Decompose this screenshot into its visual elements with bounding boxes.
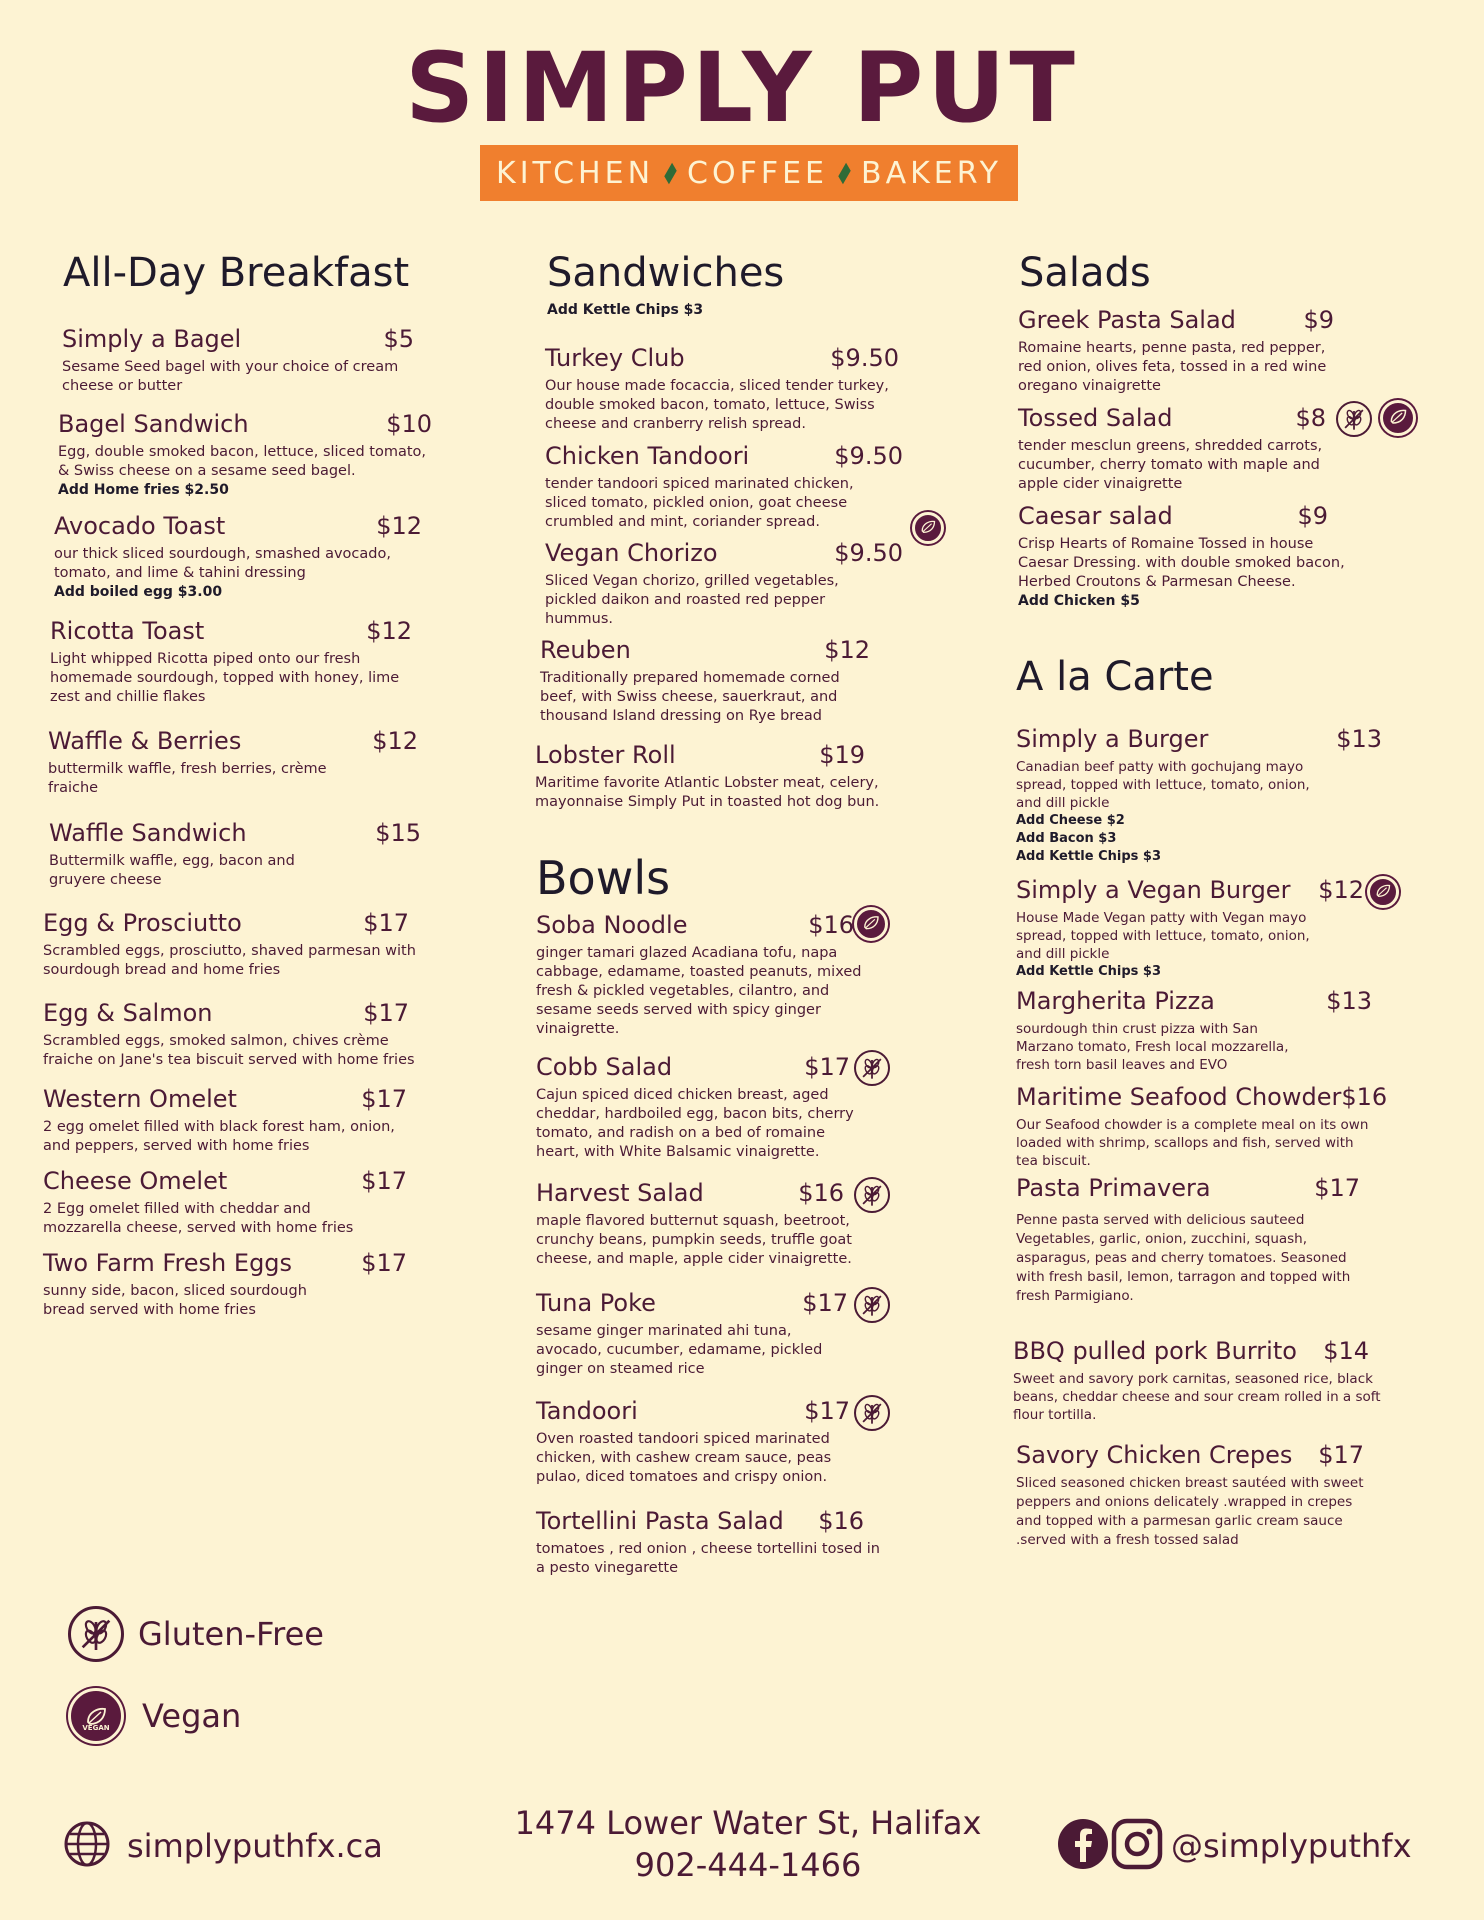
item-name: Tossed Salad <box>1018 404 1173 432</box>
item-description: Scrambled eggs, smoked salmon, chives crème fraiche on Jane's tea biscuit served with home fries <box>43 1032 415 1068</box>
item-description: Maritime favorite Atlantic Lobster meat, celery, mayonnaise Simply Put in toasted hot dog bun. <box>535 774 880 810</box>
gluten-free-badge <box>854 1050 890 1086</box>
item-price: $12 <box>1318 876 1364 904</box>
menu-item <box>49 820 421 890</box>
item-price: $12 <box>376 512 422 540</box>
item-price: $8 <box>1295 404 1326 432</box>
menu-item <box>1016 1175 1360 1306</box>
item-price: $16 <box>808 911 854 939</box>
item-price: $17 <box>361 1085 407 1113</box>
item-description: Romaine hearts, penne pasta, red pepper, red onion, olives feta, tossed in a red wine oregano vinaigrette <box>1018 339 1327 394</box>
legend-label: Gluten-Free <box>138 1615 324 1653</box>
menu-item <box>48 728 418 798</box>
item-description: Egg, double smoked bacon, lettuce, sliced tomato, & Swiss cheese on a sesame seed bagel. <box>58 443 426 479</box>
gluten-free-badge <box>1336 401 1372 437</box>
gluten-free-badge <box>854 1177 890 1213</box>
item-description: sunny side, bacon, sliced sourdough bread served with home fries <box>43 1282 307 1318</box>
item-name: Greek Pasta Salad <box>1018 306 1236 334</box>
item-price: $9.50 <box>830 344 899 372</box>
footer-website[interactable] <box>63 1820 383 1872</box>
item-description: our thick sliced sourdough, smashed avocado, tomato, and lime & tahini dressing <box>54 545 391 581</box>
menu-item <box>1016 988 1372 1074</box>
vegan-badge <box>1367 876 1399 908</box>
item-price: $9 <box>1297 502 1328 530</box>
item-price: $17 <box>804 1397 850 1425</box>
item-name: Savory Chicken Crepes <box>1016 1441 1293 1469</box>
item-price: $16 <box>818 1507 864 1535</box>
item-name: Cheese Omelet <box>43 1167 228 1195</box>
section-title-salads: Salads <box>1019 250 1151 296</box>
section-title-sandwiches: Sandwiches <box>547 250 785 296</box>
item-description: tender mesclun greens, shredded carrots, cucumber, cherry tomato with maple and apple cider vinaigrette <box>1018 437 1323 492</box>
item-price: $13 <box>1326 987 1372 1015</box>
gluten-free-badge <box>854 1395 890 1431</box>
menu-item <box>536 1053 854 1162</box>
legend-gluten-free <box>68 1606 324 1662</box>
menu-item <box>535 741 880 812</box>
social-handle[interactable]: @simplyputhfx <box>1171 1827 1412 1865</box>
item-name: Maritime Seafood Chowder <box>1016 1083 1342 1111</box>
section-title-bowls: Bowls <box>536 851 671 905</box>
menu-item <box>536 911 862 1039</box>
item-name: Simply a Bagel <box>62 325 242 353</box>
footer-contact <box>452 1804 1044 1884</box>
vegan-badge <box>912 512 944 544</box>
menu-item <box>1018 307 1334 396</box>
item-name: Western Omelet <box>43 1085 237 1113</box>
item-price: $17 <box>1314 1174 1360 1202</box>
menu-item <box>1013 1337 1381 1424</box>
menu-item <box>545 443 903 532</box>
item-price: $16 <box>798 1179 844 1207</box>
gluten-free-icon <box>854 1050 890 1086</box>
globe-icon <box>63 1820 111 1872</box>
item-name: Bagel Sandwich <box>58 410 249 438</box>
item-price: $15 <box>375 819 421 847</box>
item-description: 2 Egg omelet filled with cheddar and mozzarella cheese, served with home fries <box>43 1200 354 1236</box>
vegan-badge <box>1380 400 1416 436</box>
item-name: Tortellini Pasta Salad <box>536 1507 784 1535</box>
item-description: Light whipped Ricotta piped onto our fresh homemade sourdough, topped with honey, lime zest and chillie flakes <box>50 650 400 705</box>
address: 1474 Lower Water St, Halifax <box>514 1804 982 1842</box>
gluten-free-icon <box>68 1606 124 1662</box>
item-description: Canadian beef patty with gochujang mayo spread, topped with lettuce, tomato, onion, and dill pickle <box>1016 758 1310 811</box>
item-name: Waffle & Berries <box>48 727 242 755</box>
menu-item <box>1016 726 1382 866</box>
item-price: $17 <box>363 999 409 1027</box>
sandwiches-note: Add Kettle Chips $3 <box>547 302 704 318</box>
item-description: sesame ginger marinated ahi tuna, avocado, cucumber, edamame, pickled ginger on steamed rice <box>536 1322 823 1377</box>
menu-item <box>536 1179 852 1269</box>
item-price: $9.50 <box>834 442 903 470</box>
item-description: Our Seafood chowder is a complete meal on its own loaded with shrimp, scallops and fish, served with tea biscuit. <box>1016 1116 1369 1169</box>
item-price: $17 <box>804 1053 850 1081</box>
item-addon: Add Chicken $5 <box>1018 592 1140 609</box>
item-description: Our house made focaccia, sliced tender turkey, double smoked bacon, tomato, lettuce, Swiss cheese and cranberry relish spread. <box>545 377 889 432</box>
vegan-icon <box>1380 400 1416 436</box>
item-description: tender tandoori spiced marinated chicken, sliced tomato, pickled onion, goat cheese crumbled and mint, coriander spread. <box>545 475 854 530</box>
brand-tagline <box>480 145 1018 201</box>
item-name: Margherita Pizza <box>1016 987 1215 1015</box>
section-title-alacarte: A la Carte <box>1016 654 1214 700</box>
item-description: Sliced seasoned chicken breast sautéed with sweet peppers and onions delicately .wrapped in crepes and topped with a parmesan garlic cream sauce .served with a fresh tossed salad <box>1016 1474 1364 1548</box>
item-description: sourdough thin crust pizza with San Marzano tomato, Fresh local mozzarella, fresh torn basil leaves and EVO <box>1016 1020 1289 1073</box>
facebook-icon[interactable] <box>1057 1818 1109 1874</box>
item-price: $12 <box>372 727 418 755</box>
phone: 902-444-1466 <box>634 1846 862 1884</box>
item-name: Lobster Roll <box>535 741 676 769</box>
menu-item <box>43 1000 439 1070</box>
item-name: Harvest Salad <box>536 1179 704 1207</box>
item-price: $17 <box>802 1289 848 1317</box>
item-name: Chicken Tandoori <box>545 442 750 470</box>
item-addon: Add Kettle Chips $3 <box>1016 963 1161 979</box>
item-description: Scrambled eggs, prosciutto, shaved parmesan with sourdough bread and home fries <box>43 942 416 978</box>
menu-item <box>1016 1083 1388 1170</box>
item-name: BBQ pulled pork Burrito <box>1013 1337 1297 1365</box>
menu-item <box>54 513 422 602</box>
item-name: Cobb Salad <box>536 1053 673 1081</box>
menu-item <box>43 1250 439 1320</box>
tagline-bakery: BAKERY <box>861 155 1002 191</box>
item-addon: Add Kettle Chips $3 <box>1016 848 1161 864</box>
item-name: Soba Noodle <box>536 911 688 939</box>
item-description: Crisp Hearts of Romaine Tossed in house Caesar Dressing. with double smoked bacon, Herbed Croutons & Parmesan Cheese. <box>1018 535 1345 590</box>
menu-item <box>62 326 414 396</box>
legend-vegan <box>68 1688 241 1744</box>
item-name: Turkey Club <box>545 344 685 372</box>
menu-item <box>1018 502 1345 611</box>
gluten-free-icon <box>854 1287 890 1323</box>
item-price: $17 <box>363 909 409 937</box>
item-price: $10 <box>386 410 432 438</box>
item-name: Simply a Vegan Burger <box>1016 876 1291 904</box>
item-price: $13 <box>1336 725 1382 753</box>
website-link[interactable]: simplyputhfx.ca <box>127 1827 383 1865</box>
menu-item <box>1016 877 1364 981</box>
gluten-free-icon <box>1336 401 1372 437</box>
menu-item <box>540 637 870 726</box>
vegan-icon <box>68 1688 124 1744</box>
item-name: Ricotta Toast <box>50 617 205 645</box>
item-description: Traditionally prepared homemade corned beef, with Swiss cheese, sauerkraut, and thousand Island dressing on Rye bread <box>540 669 840 724</box>
menu-item <box>1018 405 1326 494</box>
item-addon: Add Cheese $2 <box>1016 812 1125 828</box>
item-addon: Add Home fries $2.50 <box>58 481 229 498</box>
diamond-icon <box>664 162 676 184</box>
tagline-kitchen: KITCHEN <box>496 155 655 191</box>
item-name: Egg & Salmon <box>43 999 213 1027</box>
menu-item <box>536 1290 848 1379</box>
item-price: $19 <box>819 741 865 769</box>
item-name: Waffle Sandwich <box>49 819 247 847</box>
legend-label: Vegan <box>142 1697 242 1735</box>
item-description: maple flavored butternut squash, beetroot, crunchy beans, pumpkin seeds, truffle goat cheese, and maple, apple cider vinaigrette. <box>536 1212 852 1267</box>
vegan-icon <box>854 907 888 941</box>
item-description: Penne pasta served with delicious sauteed Vegetables, garlic, onion, zucchini, squash, asparagus, peas and cherry tomatoes. Seasoned with fresh basil, lemon, tarragon and topped with fresh Parmigiano. <box>1016 1211 1351 1304</box>
vegan-icon <box>912 512 944 544</box>
item-price: $9.50 <box>834 539 903 567</box>
item-description: Sesame Seed bagel with your choice of cream cheese or butter <box>62 358 399 394</box>
item-name: Pasta Primavera <box>1016 1174 1211 1202</box>
item-description: 2 egg omelet filled with black forest ham, onion, and peppers, served with home fries <box>43 1118 395 1154</box>
menu-item <box>43 910 439 980</box>
vegan-badge-text: VEGAN <box>82 1724 110 1732</box>
item-description: Sweet and savory pork carnitas, seasoned rice, black beans, cheddar cheese and sour cream rolled in a soft flour tortilla. <box>1013 1370 1381 1423</box>
item-price: $16 <box>1341 1083 1388 1111</box>
item-description: tomatoes , red onion , cheese tortellini tosed in a pesto vinegarette <box>536 1540 880 1576</box>
item-name: Simply a Burger <box>1016 725 1209 753</box>
vegan-badge <box>854 907 888 941</box>
item-name: Egg & Prosciutto <box>43 909 242 937</box>
menu-item <box>545 540 903 629</box>
item-addon: Add boiled egg $3.00 <box>54 583 223 600</box>
instagram-icon[interactable] <box>1111 1818 1163 1874</box>
item-price: $14 <box>1323 1337 1369 1365</box>
item-price: $5 <box>383 325 414 353</box>
item-price: $9 <box>1303 306 1334 334</box>
item-addon: Add Bacon $3 <box>1016 830 1117 846</box>
item-name: Tandoori <box>536 1397 638 1425</box>
item-name: Reuben <box>540 636 631 664</box>
gluten-free-badge <box>854 1287 890 1323</box>
item-name: Avocado Toast <box>54 512 226 540</box>
menu-item <box>58 411 432 500</box>
menu-item <box>536 1507 880 1578</box>
item-description: Oven roasted tandoori spiced marinated chicken, with cashew cream sauce, peas pulao, diced tomatoes and crispy onion. <box>536 1430 832 1485</box>
menu-item <box>545 345 899 434</box>
gluten-free-icon <box>854 1395 890 1431</box>
item-price: $12 <box>824 636 870 664</box>
item-description: Cajun spiced diced chicken breast, aged cheddar, hardboiled egg, bacon bits, cherry tomato, and radish on a bed of romaine heart, with White Balsamic vinaigrette. <box>536 1086 854 1160</box>
menu-item <box>43 1086 439 1156</box>
vegan-icon <box>1367 876 1399 908</box>
item-description: ginger tamari glazed Acadiana tofu, napa cabbage, edamame, toasted peanuts, mixed fresh & pickled vegetables, cilantro, and sesame seeds served with spicy ginger vinaigrette. <box>536 944 862 1037</box>
item-description: Sliced Vegan chorizo, grilled vegetables, pickled daikon and roasted red pepper hummus. <box>545 572 839 627</box>
item-name: Caesar salad <box>1018 502 1173 530</box>
item-description: Buttermilk waffle, egg, bacon and gruyere cheese <box>49 852 295 888</box>
item-name: Vegan Chorizo <box>545 539 718 567</box>
menu-item <box>536 1398 850 1487</box>
tagline-coffee: COFFEE <box>687 155 828 191</box>
item-description: House Made Vegan patty with Vegan mayo spread, topped with lettuce, tomato, onion, and dill pickle <box>1016 909 1310 962</box>
item-price: $12 <box>366 617 412 645</box>
item-price: $17 <box>1318 1441 1364 1469</box>
item-price: $17 <box>361 1249 407 1277</box>
item-price: $17 <box>361 1167 407 1195</box>
diamond-icon <box>838 162 850 184</box>
item-name: Tuna Poke <box>536 1289 656 1317</box>
brand-name: SIMPLY PUT <box>405 32 1079 144</box>
item-description: buttermilk waffle, fresh berries, crème fraiche <box>48 760 327 796</box>
item-name: Two Farm Fresh Eggs <box>43 1249 293 1277</box>
menu-item <box>1016 1442 1364 1550</box>
section-title-breakfast: All-Day Breakfast <box>63 250 410 296</box>
menu-item <box>50 618 412 707</box>
menu-item <box>43 1168 439 1238</box>
gluten-free-icon <box>854 1177 890 1213</box>
footer-social[interactable] <box>1057 1818 1412 1874</box>
